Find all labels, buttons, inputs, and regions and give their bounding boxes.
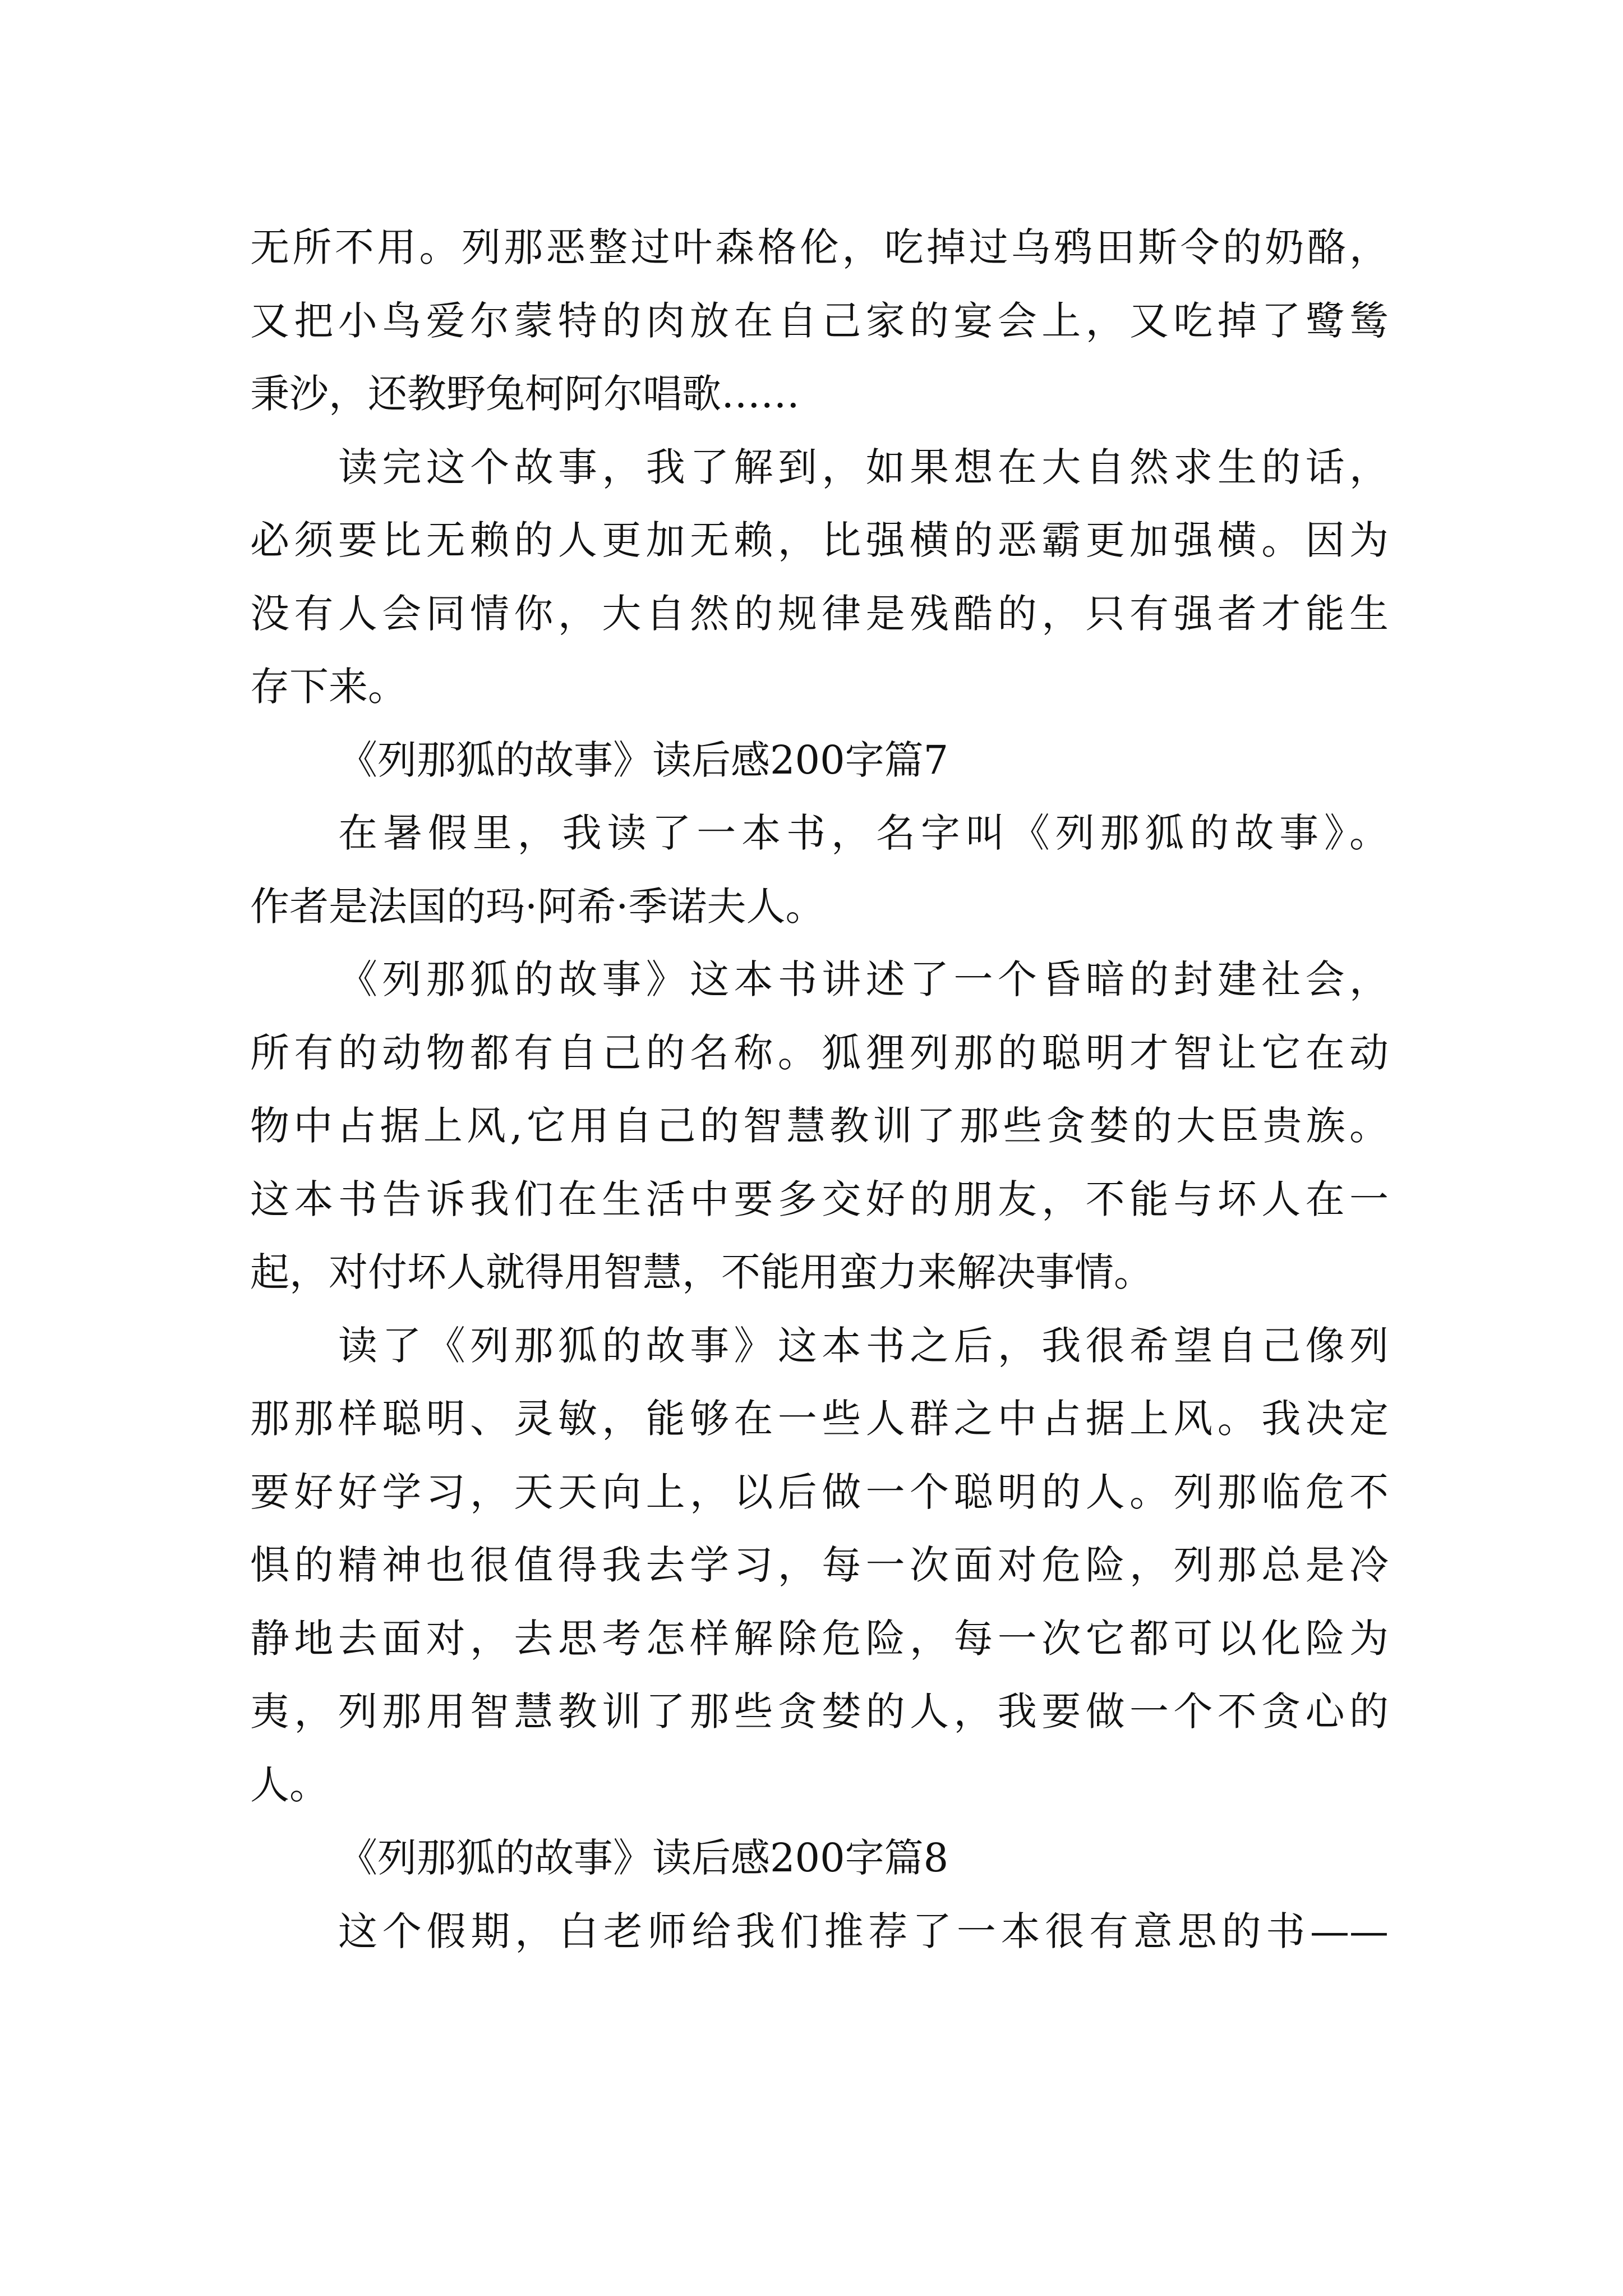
paragraph-line: 这个假期，白老师给我们推荐了一本很有意思的书——	[338, 1908, 1389, 1954]
paragraph-line: 那那样聪明、灵敏，能够在一些人群之中占据上风。我决定	[250, 1396, 1389, 1442]
paragraph-line: 秉沙，还教野兔柯阿尔唱歌……	[250, 371, 800, 417]
paragraph-line: 必须要比无赖的人更加无赖，比强横的恶霸更加强横。因为	[250, 517, 1389, 563]
section-heading: 《列那狐的故事》读后感200字篇8	[338, 1835, 949, 1881]
paragraph-line: 在暑假里，我读了一本书，名字叫《列那狐的故事》。	[338, 810, 1389, 856]
paragraph-line: 所有的动物都有自己的名称。狐狸列那的聪明才智让它在动	[250, 1029, 1389, 1076]
paragraph-line: 读完这个故事，我了解到，如果想在大自然求生的话，	[338, 444, 1389, 490]
paragraph-line: 静地去面对，去思考怎样解除危险，每一次它都可以化险为	[250, 1615, 1389, 1662]
paragraph-line: 夷，列那用智慧教训了那些贪婪的人，我要做一个不贪心的	[250, 1688, 1389, 1734]
paragraph-line: 这本书告诉我们在生活中要多交好的朋友，不能与坏人在一	[250, 1176, 1389, 1222]
paragraph-line: 读了《列那狐的故事》这本书之后，我很希望自己像列	[338, 1322, 1389, 1369]
document-body	[250, 211, 1389, 1968]
paragraph-line: 作者是法国的玛·阿希·季诺夫人。	[250, 883, 825, 930]
paragraph-line: 《列那狐的故事》这本书讲述了一个昏暗的封建社会，	[338, 956, 1389, 1002]
paragraph-line: 又把小鸟爱尔蒙特的肉放在自己家的宴会上，又吃掉了鹭鸶	[250, 297, 1389, 344]
paragraph-line: 起，对付坏人就得用智慧，不能用蛮力来解决事情。	[250, 1249, 1153, 1295]
paragraph-line: 人。	[250, 1761, 329, 1808]
paragraph-line: 存下来。	[250, 664, 407, 710]
section-heading: 《列那狐的故事》读后感200字篇7	[338, 737, 949, 783]
paragraph-line: 惧的精神也很值得我去学习，每一次面对危险，列那总是冷	[250, 1542, 1389, 1588]
paragraph-line: 无所不用。列那恶整过叶森格伦，吃掉过乌鸦田斯令的奶酪，	[250, 224, 1389, 270]
paragraph-line: 要好好学习，天天向上，以后做一个聪明的人。列那临危不	[250, 1469, 1389, 1515]
paragraph-line: 物中占据上风,它用自己的智慧教训了那些贪婪的大臣贵族。	[250, 1103, 1389, 1149]
paragraph-line: 没有人会同情你，大自然的规律是残酷的，只有强者才能生	[250, 590, 1389, 637]
